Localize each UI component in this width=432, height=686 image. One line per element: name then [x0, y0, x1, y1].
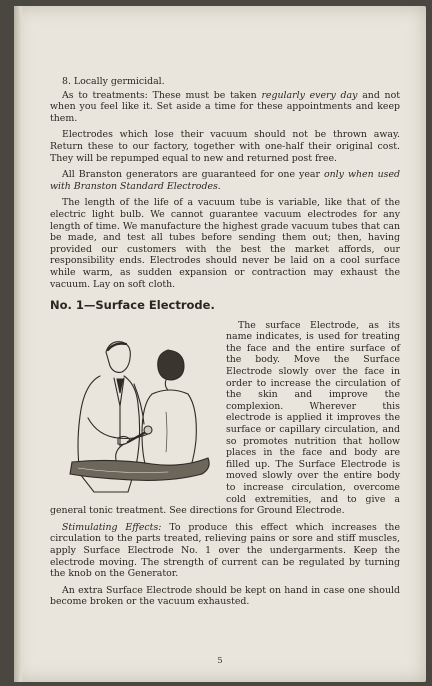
page-fold-shadow	[14, 6, 22, 682]
paragraph-guarantee: All Branston generators are guaranteed for one year only when used with Branston Standard Electrodes.	[50, 169, 401, 192]
illustration-drawing	[48, 322, 220, 500]
emphasis-regularly: regularly every day	[261, 89, 358, 101]
page-text	[50, 76, 400, 613]
list-item-8: 8. Locally germicidal.	[62, 76, 165, 87]
paragraph-electrodes: Electrodes which lose their vacuum should not be thrown away. Return these to our factory, together with one-half their original cost. They will be repumped equal to new and returned post free.	[50, 129, 400, 164]
effects-label: Stimulating Effects:	[62, 521, 162, 533]
paragraph-treatments: As to treatments: These must be taken regularly every day and not when you feel like it. Set aside a time for these appointments and keep them.	[50, 89, 401, 124]
paragraph-stimulating-effects: Stimulating Effects: To produce this effect which increases the circulation to the parts treated, relieving pains or sore and stiff muscles, apply Surface Electrode No. 1 over the undergarments. Keep the electrode moving. The strength of current can be regulated by turning the knob on the Generator.	[50, 521, 401, 580]
page-number: 5	[217, 656, 223, 666]
illustration-treatment	[48, 322, 220, 500]
paragraph-surface-electrode: The surface Electrode, as its name indicates, is used for treating the face and the entire surface of the body. Move the Surface Electrode slowly over the face in order to increase the circulation of the skin and improve the complexion. Wherever this electrode is applied it improves the surface or capillary circulation, and so promotes nutrition that hollow places in the face and body are filled up. The Surface Electrode is moved slowly over the entire body to increase circulation, overcome cold extremities, and to give a general tonic treatment. See directions for Ground Electrode.	[50, 319, 400, 517]
emphasis-guarantee: only when used with Branston Standard Electrodes.	[50, 169, 401, 192]
paragraph-tube-life: The length of the life of a vacuum tube is variable, like that of the electric light bulb. We cannot guarantee vacuum electrodes for any length of time. We manufacture the highest grade vacuum tubes that can be made, and test all tubes before sending them out; then, having provided our customers with the best the market affords, our responsibility ends. Electrodes should never be laid on a cool surface while warm, as sudden expansion or contraction may exhaust the vacuum. Lay on soft cloth.	[50, 197, 400, 290]
paragraph-extra-electrode: An extra Surface Electrode should be kept on hand in case one should become broken or the vacuum exhausted.	[50, 584, 400, 608]
book-page	[14, 6, 426, 682]
section-heading: No. 1—Surface Electrode.	[50, 298, 215, 313]
